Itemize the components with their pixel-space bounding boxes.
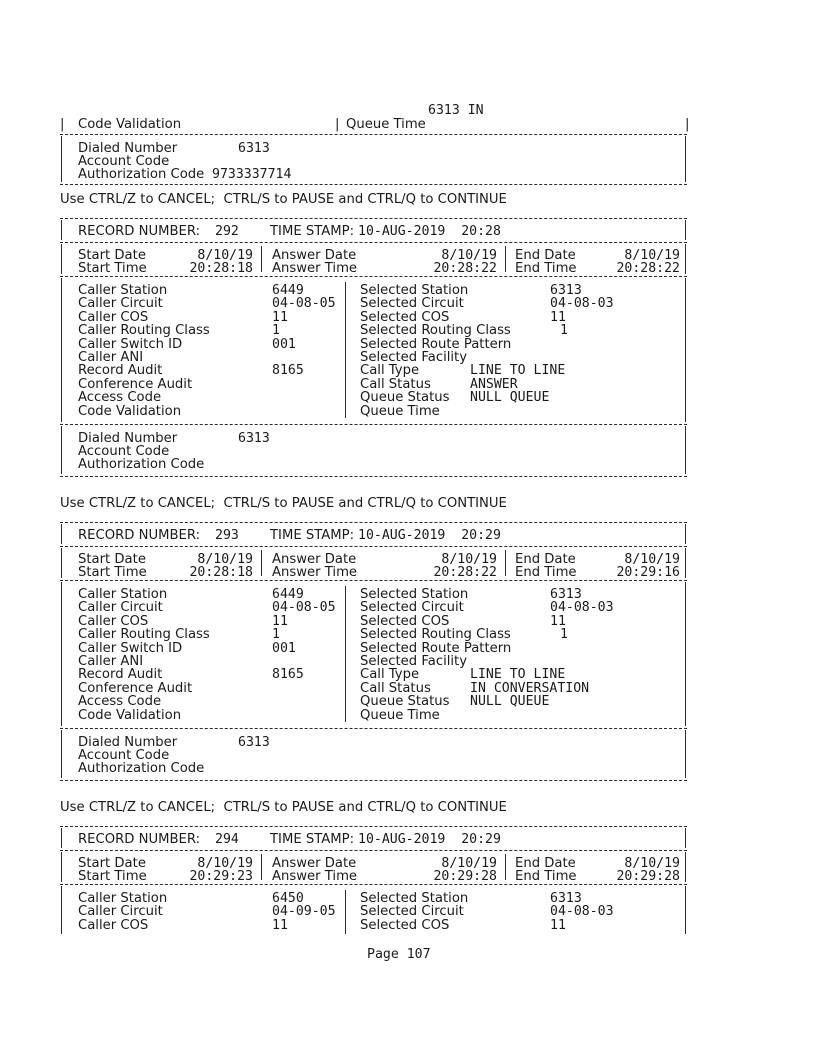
right-border bbox=[685, 828, 686, 848]
queue-time-top-value: 6313 IN bbox=[428, 103, 484, 118]
column-separator bbox=[261, 854, 262, 880]
caller-circuit-label: Caller Circuit bbox=[78, 296, 163, 312]
selected-routing-class-label: Selected Routing Class bbox=[360, 627, 511, 643]
end-date-label: End Date bbox=[515, 856, 576, 871]
dialed-number-value: 6313 bbox=[238, 735, 270, 750]
start-date-value: 8/10/19 bbox=[197, 552, 253, 567]
caller-circuit-value: 04-09-05 bbox=[272, 904, 336, 920]
queue-time-label: Queue Time bbox=[360, 403, 440, 419]
start-date-label: Start Date bbox=[78, 552, 146, 567]
access-code-label: Access Code bbox=[78, 694, 162, 710]
continue-prompt: Use CTRL/Z to CANCEL; CTRL/S to PAUSE and CTRL/Q to CONTINUE bbox=[60, 496, 507, 511]
selected-station-label: Selected Station bbox=[360, 587, 469, 602]
end-time-value: 20:28:22 bbox=[616, 261, 680, 276]
queue-time-label: Queue Time bbox=[346, 117, 426, 132]
column-separator bbox=[261, 550, 262, 576]
caller-cos-value: 11 bbox=[272, 309, 288, 325]
selected-cos-value: 11 bbox=[550, 917, 566, 933]
caller-cos-label: Caller COS bbox=[78, 917, 149, 933]
caller-ani-label: Caller ANI bbox=[78, 350, 144, 365]
left-border bbox=[61, 244, 62, 274]
page-number: Page 107 bbox=[367, 947, 431, 962]
start-time-label: Start Time bbox=[78, 565, 147, 580]
answer-time-label: Answer Time bbox=[272, 565, 358, 580]
queue-status-value: NULL QUEUE bbox=[470, 390, 550, 406]
call-type-value: LINE TO LINE bbox=[470, 363, 566, 379]
selected-circuit-value: 04-08-03 bbox=[550, 296, 614, 312]
divider bbox=[60, 850, 687, 851]
caller-station-value: 6449 bbox=[272, 587, 304, 602]
continue-prompt: Use CTRL/Z to CANCEL; CTRL/S to PAUSE and CTRL/Q to CONTINUE bbox=[60, 800, 507, 815]
caller-routing-class-label: Caller Routing Class bbox=[78, 323, 210, 339]
divider bbox=[60, 884, 687, 885]
selected-facility-label: Selected Facility bbox=[360, 350, 468, 365]
divider bbox=[60, 826, 687, 827]
right-border bbox=[685, 852, 686, 882]
left-border bbox=[61, 730, 62, 778]
selected-cos-label: Selected COS bbox=[360, 309, 450, 325]
divider bbox=[60, 424, 687, 425]
call-type-value: LINE TO LINE bbox=[470, 667, 566, 683]
record-audit-label: Record Audit bbox=[78, 667, 163, 683]
answer-date-label: Answer Date bbox=[272, 248, 357, 263]
dialed-number-value: 6313 bbox=[238, 141, 270, 156]
selected-circuit-label: Selected Circuit bbox=[360, 296, 464, 312]
selected-route-pattern-label: Selected Route Pattern bbox=[360, 640, 512, 656]
left-border bbox=[61, 136, 62, 182]
end-date-value: 8/10/19 bbox=[624, 552, 680, 567]
queue-time-label: Queue Time bbox=[360, 707, 440, 723]
column-separator bbox=[505, 854, 506, 880]
selected-routing-class-value: 1 bbox=[560, 323, 568, 339]
caller-routing-class-label: Caller Routing Class bbox=[78, 627, 210, 643]
divider bbox=[60, 134, 687, 135]
cdr-printout bbox=[60, 0, 700, 1056]
answer-time-label: Answer Time bbox=[272, 261, 358, 276]
start-time-value: 20:29:23 bbox=[189, 869, 253, 884]
code-validation-label: Code Validation bbox=[78, 403, 182, 419]
caller-station-value: 6449 bbox=[272, 283, 304, 298]
caller-circuit-label: Caller Circuit bbox=[78, 600, 163, 616]
selected-routing-class-label: Selected Routing Class bbox=[360, 323, 511, 339]
answer-date-label: Answer Date bbox=[272, 552, 357, 567]
record-number-label: RECORD NUMBER: bbox=[78, 832, 201, 847]
caller-switch-id-label: Caller Switch ID bbox=[78, 336, 183, 352]
record-block bbox=[60, 522, 700, 802]
right-border bbox=[685, 244, 686, 274]
selected-circuit-value: 04-08-03 bbox=[550, 904, 614, 920]
right-border bbox=[685, 220, 686, 240]
dialed-number-label: Dialed Number bbox=[78, 735, 178, 750]
column-separator bbox=[345, 282, 346, 418]
call-status-label: Call Status bbox=[360, 376, 431, 392]
left-border bbox=[61, 582, 62, 726]
column-separator bbox=[345, 586, 346, 722]
start-date-label: Start Date bbox=[78, 248, 146, 263]
divider bbox=[60, 580, 687, 581]
answer-date-value: 8/10/19 bbox=[441, 552, 497, 567]
end-time-label: End Time bbox=[515, 565, 577, 580]
selected-station-label: Selected Station bbox=[360, 283, 469, 298]
left-border bbox=[61, 524, 62, 544]
account-code-label: Account Code bbox=[78, 444, 170, 459]
queue-status-label: Queue Status bbox=[360, 390, 450, 406]
call-type-label: Call Type bbox=[360, 363, 420, 379]
call-status-label: Call Status bbox=[360, 680, 431, 696]
continue-prompt: Use CTRL/Z to CANCEL; CTRL/S to PAUSE and CTRL/Q to CONTINUE bbox=[60, 192, 507, 207]
left-border bbox=[61, 278, 62, 422]
divider bbox=[60, 728, 687, 729]
call-status-value: ANSWER bbox=[470, 376, 518, 392]
time-stamp-label: TIME STAMP: bbox=[270, 224, 355, 239]
column-separator bbox=[345, 890, 346, 934]
right-border bbox=[685, 136, 686, 182]
call-status-value: IN CONVERSATION bbox=[470, 680, 590, 696]
divider bbox=[60, 476, 687, 477]
caller-switch-id-label: Caller Switch ID bbox=[78, 640, 183, 656]
code-validation-label: Code Validation bbox=[78, 707, 182, 723]
right-border bbox=[685, 524, 686, 544]
caller-station-label: Caller Station bbox=[78, 891, 168, 906]
selected-station-value: 6313 bbox=[550, 283, 582, 298]
answer-date-value: 8/10/19 bbox=[441, 248, 497, 263]
caller-routing-class-value: 1 bbox=[272, 627, 280, 643]
account-code-label: Account Code bbox=[78, 154, 170, 169]
end-time-label: End Time bbox=[515, 261, 577, 276]
caller-routing-class-value: 1 bbox=[272, 323, 280, 339]
answer-time-value: 20:28:22 bbox=[433, 565, 497, 580]
call-type-label: Call Type bbox=[360, 667, 420, 683]
pipe: | bbox=[60, 117, 65, 132]
record-number-label: RECORD NUMBER: bbox=[78, 528, 201, 543]
selected-cos-label: Selected COS bbox=[360, 917, 450, 933]
caller-cos-value: 11 bbox=[272, 613, 288, 629]
divider bbox=[60, 522, 687, 523]
conference-audit-label: Conference Audit bbox=[78, 376, 193, 392]
queue-status-label: Queue Status bbox=[360, 694, 450, 710]
selected-circuit-label: Selected Circuit bbox=[360, 600, 464, 616]
divider bbox=[60, 546, 687, 547]
divider bbox=[60, 184, 687, 185]
pipe: | bbox=[335, 117, 340, 132]
caller-cos-label: Caller COS bbox=[78, 613, 149, 629]
divider bbox=[60, 218, 687, 219]
divider bbox=[60, 276, 687, 277]
start-date-value: 8/10/19 bbox=[197, 856, 253, 871]
column-separator bbox=[505, 550, 506, 576]
record-audit-label: Record Audit bbox=[78, 363, 163, 379]
left-border bbox=[61, 220, 62, 240]
selected-routing-class-value: 1 bbox=[560, 627, 568, 643]
record-number-value: 293 bbox=[215, 528, 239, 543]
caller-circuit-value: 04-08-05 bbox=[272, 296, 336, 312]
right-border bbox=[685, 582, 686, 726]
caller-switch-id-value: 001 bbox=[272, 640, 296, 656]
record-number-value: 292 bbox=[215, 224, 239, 239]
selected-station-label: Selected Station bbox=[360, 891, 469, 906]
record-audit-value: 8165 bbox=[272, 363, 304, 379]
authorization-code-label: Authorization Code bbox=[78, 761, 205, 776]
selected-circuit-label: Selected Circuit bbox=[360, 904, 464, 920]
caller-station-label: Caller Station bbox=[78, 283, 168, 298]
answer-time-value: 20:28:22 bbox=[433, 261, 497, 276]
caller-switch-id-value: 001 bbox=[272, 336, 296, 352]
record-number-value: 294 bbox=[215, 832, 239, 847]
start-time-value: 20:28:18 bbox=[189, 565, 253, 580]
selected-cos-value: 11 bbox=[550, 613, 566, 629]
right-border bbox=[685, 886, 686, 934]
start-time-value: 20:28:18 bbox=[189, 261, 253, 276]
pipe: | bbox=[685, 117, 690, 132]
start-date-label: Start Date bbox=[78, 856, 146, 871]
left-border bbox=[61, 828, 62, 848]
caller-circuit-label: Caller Circuit bbox=[78, 904, 163, 920]
right-border bbox=[685, 278, 686, 422]
selected-cos-label: Selected COS bbox=[360, 613, 450, 629]
caller-station-label: Caller Station bbox=[78, 587, 168, 602]
time-stamp-value: 10-AUG-2019 20:29 bbox=[358, 528, 501, 543]
caller-cos-value: 11 bbox=[272, 917, 288, 933]
selected-station-value: 6313 bbox=[550, 891, 582, 906]
left-border bbox=[61, 852, 62, 882]
start-time-label: Start Time bbox=[78, 261, 147, 276]
divider bbox=[60, 780, 687, 781]
record-block bbox=[60, 218, 700, 498]
selected-circuit-value: 04-08-03 bbox=[550, 600, 614, 616]
answer-date-label: Answer Date bbox=[272, 856, 357, 871]
answer-time-label: Answer Time bbox=[272, 869, 358, 884]
account-code-label: Account Code bbox=[78, 748, 170, 763]
column-separator bbox=[261, 246, 262, 272]
caller-ani-label: Caller ANI bbox=[78, 654, 144, 669]
time-stamp-value: 10-AUG-2019 20:28 bbox=[358, 224, 501, 239]
selected-cos-value: 11 bbox=[550, 309, 566, 325]
selected-route-pattern-label: Selected Route Pattern bbox=[360, 336, 512, 352]
time-stamp-value: 10-AUG-2019 20:29 bbox=[358, 832, 501, 847]
end-time-label: End Time bbox=[515, 869, 577, 884]
conference-audit-label: Conference Audit bbox=[78, 680, 193, 696]
end-time-value: 20:29:28 bbox=[616, 869, 680, 884]
time-stamp-label: TIME STAMP: bbox=[270, 832, 355, 847]
answer-date-value: 8/10/19 bbox=[441, 856, 497, 871]
end-date-label: End Date bbox=[515, 552, 576, 567]
caller-cos-label: Caller COS bbox=[78, 309, 149, 325]
right-border bbox=[685, 426, 686, 474]
end-date-label: End Date bbox=[515, 248, 576, 263]
record-audit-value: 8165 bbox=[272, 667, 304, 683]
dialed-number-label: Dialed Number bbox=[78, 431, 178, 446]
right-border bbox=[685, 548, 686, 578]
left-border bbox=[61, 886, 62, 934]
right-border bbox=[685, 730, 686, 778]
start-date-value: 8/10/19 bbox=[197, 248, 253, 263]
dialed-number-value: 6313 bbox=[238, 431, 270, 446]
caller-station-value: 6450 bbox=[272, 891, 304, 906]
end-date-value: 8/10/19 bbox=[624, 856, 680, 871]
column-separator bbox=[505, 246, 506, 272]
authorization-code-label: Authorization Code bbox=[78, 167, 205, 182]
start-time-label: Start Time bbox=[78, 869, 147, 884]
record-number-label: RECORD NUMBER: bbox=[78, 224, 201, 239]
time-stamp-label: TIME STAMP: bbox=[270, 528, 355, 543]
queue-status-value: NULL QUEUE bbox=[470, 694, 550, 710]
left-border bbox=[61, 426, 62, 474]
caller-circuit-value: 04-08-05 bbox=[272, 600, 336, 616]
answer-time-value: 20:29:28 bbox=[433, 869, 497, 884]
selected-station-value: 6313 bbox=[550, 587, 582, 602]
end-time-value: 20:29:16 bbox=[616, 565, 680, 580]
dialed-number-label: Dialed Number bbox=[78, 141, 178, 156]
access-code-label: Access Code bbox=[78, 390, 162, 406]
selected-facility-label: Selected Facility bbox=[360, 654, 468, 669]
divider bbox=[60, 242, 687, 243]
authorization-code-value: 9733337714 bbox=[212, 167, 292, 182]
code-validation-label: Code Validation bbox=[78, 117, 182, 132]
authorization-code-label: Authorization Code bbox=[78, 457, 205, 472]
end-date-value: 8/10/19 bbox=[624, 248, 680, 263]
left-border bbox=[61, 548, 62, 578]
